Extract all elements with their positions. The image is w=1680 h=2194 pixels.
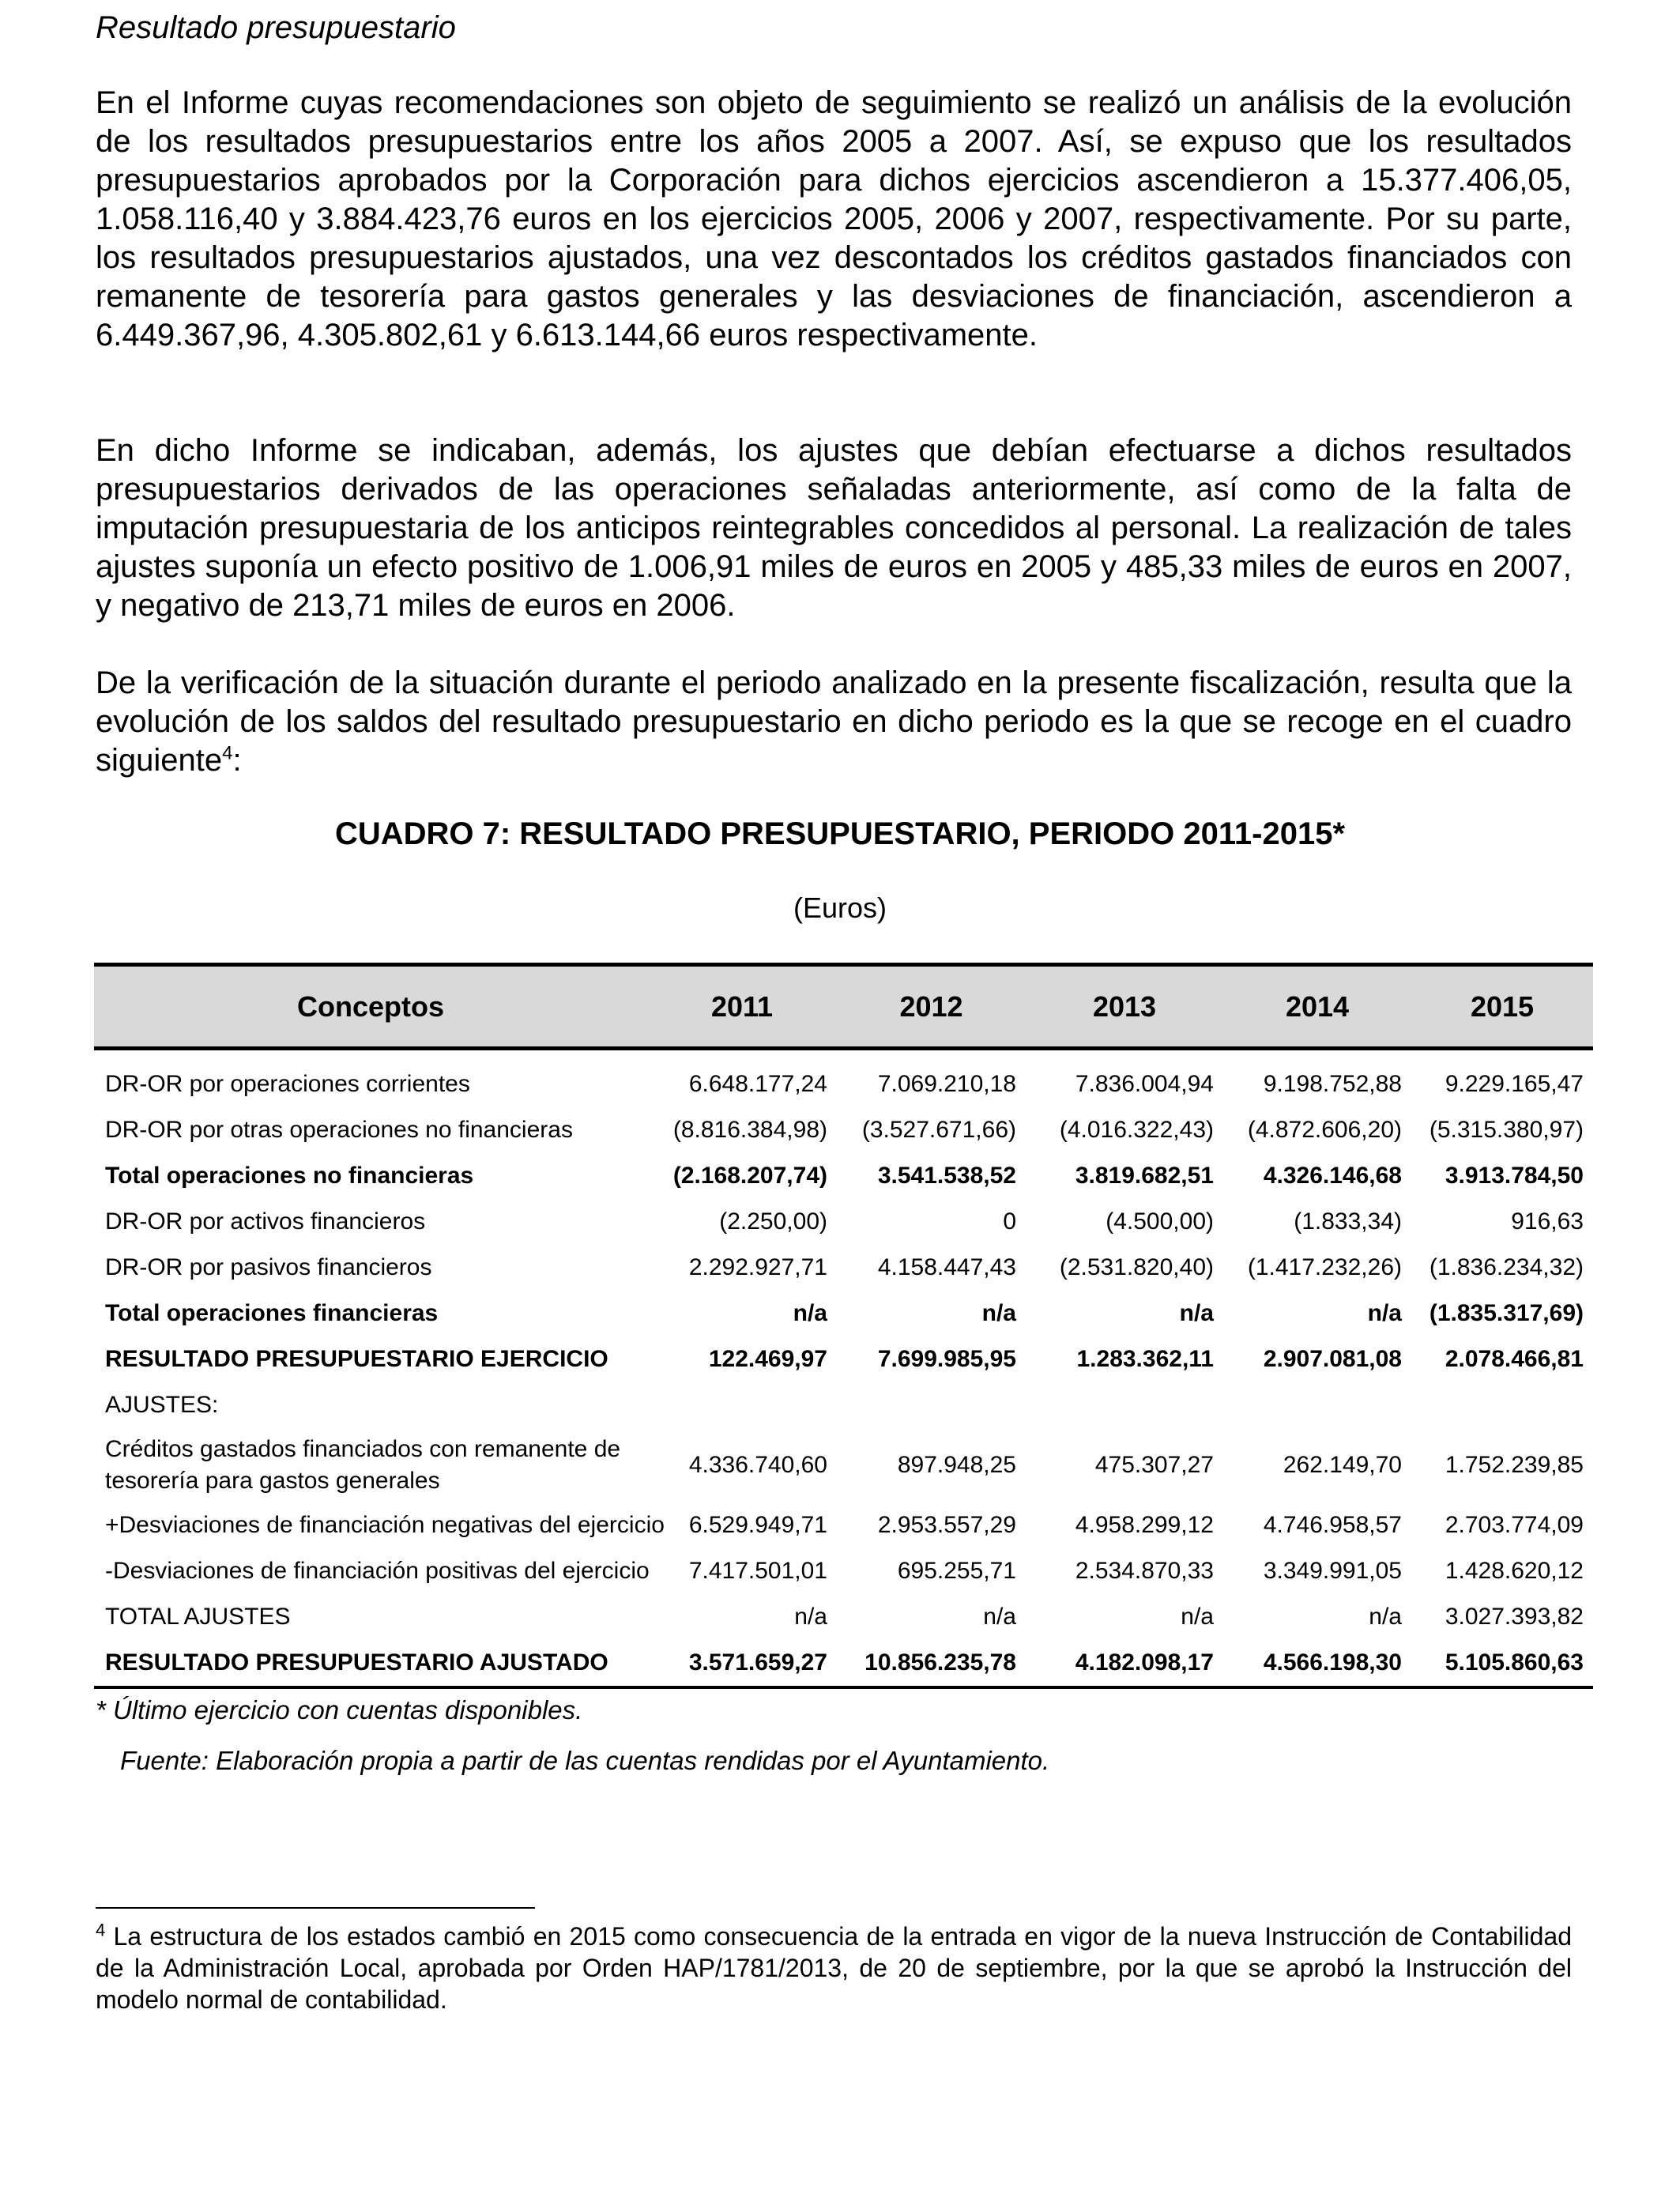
row-label: Créditos gastados financiados con remanente de tesorería para gastos generales	[105, 1436, 621, 1494]
cell-value: n/a	[1179, 1300, 1214, 1326]
cell-value: n/a	[981, 1300, 1016, 1326]
row-label: DR-OR por otras operaciones no financieras	[105, 1117, 573, 1143]
cell-value: 1.283.362,11	[1076, 1346, 1214, 1372]
row-label: Total operaciones financieras	[105, 1300, 439, 1326]
cell-value: 7.836.004,94	[1075, 1071, 1214, 1097]
cell-value: 262.149,70	[1283, 1452, 1402, 1478]
cell-value: n/a	[983, 1604, 1016, 1630]
cell-value: 4.158.447,43	[877, 1254, 1016, 1280]
cell-value	[1026, 1382, 1223, 1428]
table-row-total	[94, 1640, 1593, 1687]
cell-value: 2.534.870,33	[1075, 1558, 1214, 1584]
cell-value: 897.948,25	[897, 1452, 1016, 1478]
cell-value: n/a	[1367, 1300, 1402, 1326]
row-label: DR-OR por pasivos financieros	[105, 1254, 432, 1280]
table-header-row	[94, 965, 1593, 1049]
row-label: TOTAL AJUSTES	[105, 1604, 291, 1630]
cell-value: 7.417.501,01	[688, 1558, 827, 1584]
cell-value: (2.531.820,40)	[1059, 1254, 1214, 1280]
cell-value: 9.229.165,47	[1445, 1071, 1584, 1097]
table-row	[94, 1548, 1593, 1594]
column-header: 2011	[647, 965, 837, 1049]
row-label: DR-OR por activos financieros	[105, 1208, 426, 1235]
cell-value: (4.872.606,20)	[1247, 1117, 1402, 1143]
column-header: Conceptos	[94, 965, 647, 1049]
table-source: Fuente: Elaboración propia a partir de las cuentas rendidas por el Ayuntamiento.	[120, 1746, 1050, 1775]
section-title: Resultado presupuestario	[96, 10, 456, 45]
cell-value: 1.752.239,85	[1445, 1452, 1584, 1478]
table-row	[94, 1245, 1593, 1291]
cell-value: 4.566.198,30	[1223, 1640, 1411, 1687]
paragraph-1: En el Informe cuyas recomendaciones son objeto de seguimiento se realizó un análisis de la evolución de los resultados presupuestarios entre los años 2005 a 2007. Así, se expuso que los resultados presupuestarios aprobados por la Corporación para dichos ejercicios ascendieron a 15.377.406,05, 1.058.116,40 y 3.884.423,76 euros en los ejercicios 2005, 2006 y 2007, respectivamente. Por su parte, los resultados presupuestarios ajustados, una vez descontados los créditos gastados financiados con remanente de tesorería para gastos generales y las desviaciones de financiación, ascendieron a 6.449.367,96, 4.305.802,61 y 6.613.144,66 euros respectivamente.	[96, 85, 1572, 352]
cell-value: 2.953.557,29	[877, 1512, 1016, 1538]
cell-value: 4.746.958,57	[1263, 1512, 1402, 1538]
table-units: (Euros)	[793, 892, 887, 924]
cell-value: 1.428.620,12	[1445, 1558, 1584, 1584]
cell-value: 7.699.985,95	[877, 1346, 1016, 1372]
cell-value: (1.833,34)	[1294, 1208, 1402, 1235]
paragraph-3	[96, 664, 1572, 780]
cell-value: 6.529.949,71	[688, 1512, 827, 1538]
table-row	[94, 1049, 1593, 1108]
row-label: DR-OR por operaciones corrientes	[105, 1071, 470, 1097]
cell-value: (4.500,00)	[1106, 1208, 1214, 1235]
paragraph-3-text: De la verificación de la situación durante el periodo analizado en la presente fiscalización, resulta que la evolución de los saldos del resultado presupuestario en dicho periodo es la que se recoge en el cuadro siguiente	[96, 665, 1572, 778]
cell-value: 5.105.860,63	[1411, 1640, 1593, 1687]
cell-value: 122.469,97	[708, 1346, 827, 1372]
cell-value	[1223, 1382, 1411, 1428]
row-label: +Desviaciones de financiación negativas del ejercicio	[105, 1512, 665, 1538]
cell-value: 3.541.538,52	[877, 1163, 1016, 1189]
column-header: 2014	[1223, 965, 1411, 1049]
cell-value: 7.069.210,18	[877, 1071, 1016, 1097]
footnote	[96, 1921, 1572, 2015]
cell-value: 3.819.682,51	[1075, 1163, 1214, 1189]
paragraph-2: En dicho Informe se indicaban, además, los ajustes que debían efectuarse a dichos resultados presupuestarios derivados de las operaciones señaladas anteriormente, así como de la falta de imputación presupuestaria de los anticipos reintegrables concedidos al personal. La realización de tales ajustes suponía un efecto positivo de 1.006,91 miles de euros en 2005 y 485,33 miles de euros en 2007, y negativo de 213,71 miles de euros en 2006.	[96, 433, 1572, 623]
table-row	[94, 1107, 1593, 1153]
table-row-total	[94, 1336, 1593, 1382]
cell-value: (8.816.384,98)	[672, 1117, 827, 1143]
cell-value: n/a	[1181, 1604, 1214, 1630]
cell-value: 9.198.752,88	[1263, 1071, 1402, 1097]
cell-value: 3.913.784,50	[1445, 1163, 1584, 1189]
cell-value: 475.307,27	[1094, 1452, 1214, 1478]
footnote-reference[interactable]: 4	[222, 742, 233, 764]
paragraph-3-end: :	[232, 743, 242, 778]
cell-value: (2.168.207,74)	[672, 1163, 827, 1189]
cell-value: n/a	[793, 1300, 827, 1326]
footnote-divider	[96, 1907, 535, 1909]
row-label: AJUSTES:	[105, 1392, 219, 1418]
cell-value: 4.958.299,12	[1075, 1512, 1214, 1538]
cell-value: (1.836.234,32)	[1429, 1254, 1584, 1280]
column-header: 2012	[837, 965, 1026, 1049]
cell-value: (5.315.380,97)	[1429, 1117, 1584, 1143]
cell-value: 4.326.146,68	[1263, 1163, 1402, 1189]
cell-value: (3.527.671,66)	[861, 1117, 1016, 1143]
table-row-total	[94, 1291, 1593, 1336]
table-row	[94, 1199, 1593, 1245]
table-note: * Último ejercicio con cuentas disponibles.	[96, 1695, 583, 1725]
cell-value: 3.571.659,27	[647, 1640, 837, 1687]
cell-value: n/a	[794, 1604, 827, 1630]
cell-value: 3.349.991,05	[1263, 1558, 1402, 1584]
cell-value: (4.016.322,43)	[1059, 1117, 1214, 1143]
budget-results-table	[94, 963, 1593, 1689]
cell-value: 4.182.098,17	[1026, 1640, 1223, 1687]
cell-value	[647, 1382, 837, 1428]
row-label: Total operaciones no financieras	[105, 1163, 474, 1189]
cell-value: 4.336.740,60	[688, 1452, 827, 1478]
cell-value: (1.835.317,69)	[1429, 1300, 1584, 1326]
table-row-total	[94, 1153, 1593, 1199]
row-label: RESULTADO PRESUPUESTARIO EJERCICIO	[105, 1346, 608, 1372]
cell-value: 3.027.393,82	[1445, 1604, 1584, 1630]
table-row	[94, 1428, 1593, 1502]
cell-value: 695.255,71	[897, 1558, 1016, 1584]
table-row	[94, 1594, 1593, 1640]
column-header: 2015	[1411, 965, 1593, 1049]
row-label: -Desviaciones de financiación positivas del ejercicio	[105, 1558, 650, 1584]
cell-value	[1411, 1382, 1593, 1428]
table-title: CUADRO 7: RESULTADO PRESUPUESTARIO, PERIODO 2011-2015*	[334, 816, 1346, 851]
cell-value: 916,63	[1511, 1208, 1584, 1235]
cell-value	[837, 1382, 1026, 1428]
column-header: 2013	[1026, 965, 1223, 1049]
table-row	[94, 1502, 1593, 1548]
cell-value: n/a	[1369, 1604, 1402, 1630]
cell-value: 2.907.081,08	[1263, 1346, 1402, 1372]
cell-value: 0	[1003, 1208, 1016, 1235]
cell-value: 2.292.927,71	[688, 1254, 827, 1280]
footnote-text: La estructura de los estados cambió en 2015 como consecuencia de la entrada en vigor de la nueva Instrucción de Contabilidad de la Administración Local, aprobada por Orden HAP/1781/2013, de 20 de septiembre, por la que se aprobó la Instrucción del modelo normal de contabilidad.	[96, 1922, 1572, 2014]
cell-value: 2.703.774,09	[1445, 1512, 1584, 1538]
cell-value: 10.856.235,78	[837, 1640, 1026, 1687]
row-label: RESULTADO PRESUPUESTARIO AJUSTADO	[94, 1640, 647, 1687]
cell-value: (1.417.232,26)	[1247, 1254, 1402, 1280]
table-row	[94, 1382, 1593, 1428]
footnote-number: 4	[96, 1920, 106, 1940]
cell-value: 6.648.177,24	[688, 1071, 827, 1097]
cell-value: (2.250,00)	[719, 1208, 827, 1235]
cell-value: 2.078.466,81	[1445, 1346, 1584, 1372]
